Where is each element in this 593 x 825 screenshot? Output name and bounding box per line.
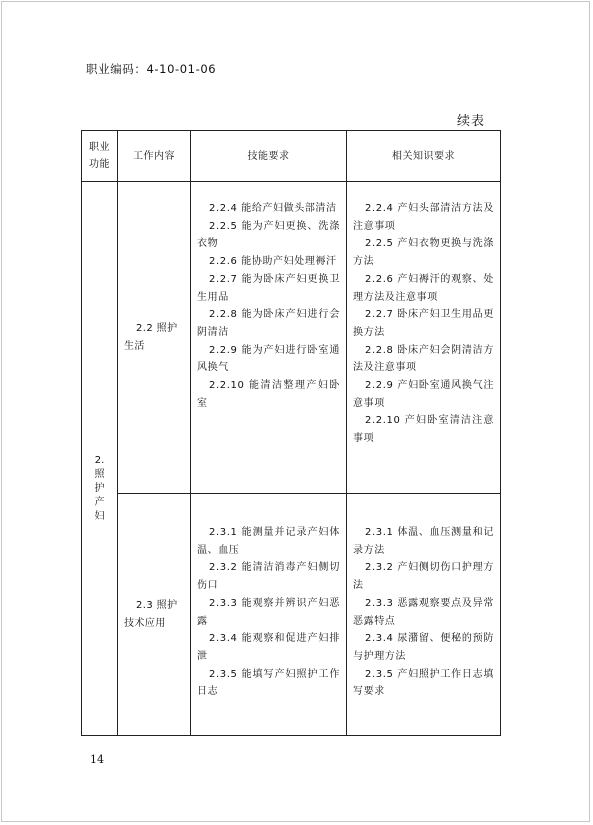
content-cell [118, 182, 191, 494]
knowledge-item: 2.3.1 体温、血压测量和记录方法 [353, 527, 494, 556]
skill-item: 2.2.5 能为产妇更换、洗涤衣物 [197, 220, 340, 250]
skill-item: 2.2.9 能为产妇进行卧室通风换气 [197, 344, 340, 374]
skills-cell [191, 182, 347, 494]
table-row [82, 494, 501, 736]
skill-item: 2.2.8 能为卧床产妇进行会阴清洁 [197, 309, 340, 338]
function-label: 2. 照护产妇 [94, 454, 105, 522]
knowledge-item: 2.2.9 产妇卧室通风换气注意事项 [353, 380, 494, 409]
table-row [82, 182, 501, 494]
skill-item: 2.2.10 能清洁整理产妇卧室 [197, 380, 340, 409]
skill-item: 2.2.6 能协助产妇处理褥汗 [209, 256, 337, 268]
skill-item: 2.3.1 能测量并记录产妇体温、血压 [197, 527, 340, 556]
knowledge-item: 2.2.6 产妇褥汗的观察、处理方法及注意事项 [353, 273, 494, 303]
table-header-row [82, 131, 501, 182]
header-skills: 技能要求 [191, 131, 347, 182]
skill-item: 2.3.5 能填写产妇照护工作日志 [197, 668, 340, 698]
header-knowledge: 相关知识要求 [347, 131, 501, 182]
knowledge-item: 2.3.4 尿潴留、便秘的预防与护理方法 [353, 633, 494, 662]
knowledge-item: 2.3.5 产妇照护工作日志填写要求 [353, 668, 494, 698]
knowledge-cell [347, 182, 501, 494]
skills-cell [191, 494, 347, 736]
content-label: 2.3 照护技术应用 [124, 600, 178, 629]
knowledge-item: 2.2.4 产妇头部清洁方法及注意事项 [353, 203, 494, 232]
header-content: 工作内容 [118, 131, 191, 182]
knowledge-item: 2.3.2 产妇侧切伤口护理方法 [353, 562, 494, 592]
skill-item: 2.3.3 能观察并辨识产妇恶露 [197, 597, 340, 627]
knowledge-cell [347, 494, 501, 736]
skill-item: 2.3.2 能清洁消毒产妇侧切伤口 [197, 562, 340, 592]
knowledge-item: 2.2.5 产妇衣物更换与洗涤方法 [353, 238, 494, 268]
skills-table [81, 130, 501, 736]
occupation-code: 职业编码：4-10-01-06 [86, 62, 217, 76]
skill-item: 2.2.7 能为卧床产妇更换卫生用品 [197, 273, 340, 303]
function-cell [82, 182, 118, 736]
knowledge-item: 2.2.7 卧床产妇卫生用品更换方法 [353, 309, 494, 338]
skill-item: 2.3.4 能观察和促进产妇排泄 [197, 633, 340, 662]
skill-item: 2.2.4 能给产妇做头部清洁 [209, 203, 337, 214]
continued-label: 续表 [457, 114, 486, 129]
page-number: 14 [90, 753, 104, 766]
knowledge-item: 2.2.8 卧床产妇会阴清洁方法及注意事项 [353, 344, 494, 374]
content-cell [118, 494, 191, 736]
content-label: 2.2 照护生活 [124, 323, 178, 352]
header-function: 职业功能 [82, 131, 118, 182]
knowledge-item: 2.3.3 恶露观察要点及异常恶露特点 [353, 597, 494, 627]
knowledge-item: 2.2.10 产妇卧室清洁注意事项 [353, 415, 494, 445]
